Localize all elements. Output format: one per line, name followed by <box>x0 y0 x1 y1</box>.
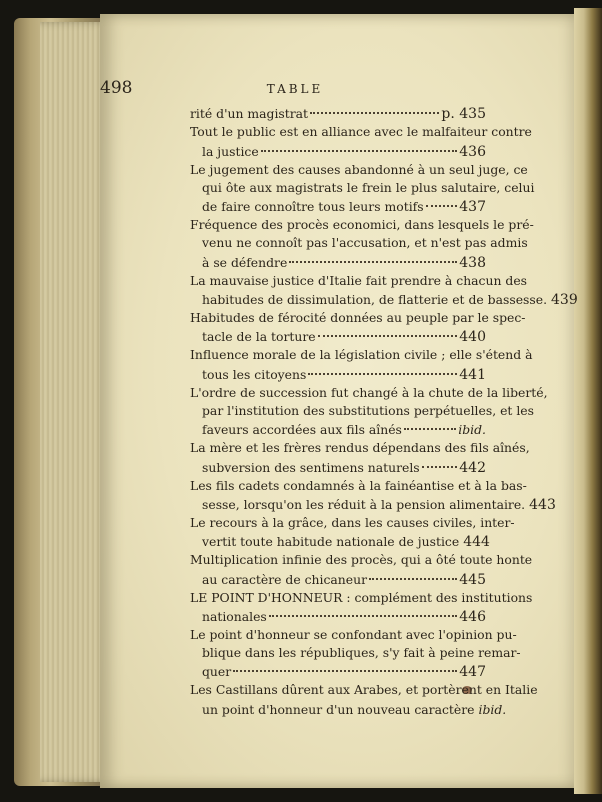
toc-entry-text: de faire connoître tous leurs motifs <box>202 199 424 215</box>
toc-entry-line <box>190 216 534 234</box>
toc-entry-text: Multiplication infinie des procès, qui a ôté toute honte <box>190 552 533 568</box>
dot-leader <box>318 323 458 337</box>
toc-entry-text: Les fils cadets condamnés à la fainéantise et à la bas- <box>190 477 527 493</box>
dot-leader <box>310 100 439 114</box>
toc-entry-text: Fréquence des procès economici, dans lesquels le pré- <box>190 217 534 233</box>
toc-entry-text: Le jugement des causes abandonné à un seul juge, ce <box>190 161 528 177</box>
toc-entry-line <box>190 420 486 439</box>
toc-entry-line <box>190 364 486 383</box>
page-reference: 445 <box>459 571 486 588</box>
toc-entry <box>190 439 530 476</box>
toc-entry-text: faveurs accordées aux fils aînés <box>202 422 402 438</box>
toc-entry-text: par l'institution des substitutions perpétuelles, et les <box>202 402 534 418</box>
toc-entry-line <box>190 495 556 514</box>
toc-entry-text: rité d'un magistrat <box>190 106 309 122</box>
dot-leader <box>289 248 457 262</box>
toc-entry-text: Le point d'honneur se confondant avec l'opinion pu- <box>190 627 517 643</box>
toc-entry-text: qui ôte aux magistrats le frein le plus salutaire, celui <box>202 179 535 195</box>
toc-entry-text: nationales <box>202 609 267 625</box>
toc-entry-line <box>190 532 490 551</box>
toc-entry-text: un point d'honneur d'un nouveau caractère <box>202 701 475 717</box>
toc-entry <box>190 626 521 681</box>
page-reference: 444 <box>463 534 490 551</box>
toc-entry-text: sesse, lorsqu'on les réduit à la pension alimentaire. <box>202 496 526 512</box>
page-reference: 447 <box>459 664 486 681</box>
toc-entry-text: Le recours à la grâce, dans les causes civiles, inter- <box>190 514 515 530</box>
page-reference: 446 <box>459 609 486 626</box>
toc-entry-line <box>190 197 486 216</box>
dot-leader <box>308 360 457 374</box>
toc-entry <box>190 272 578 309</box>
toc-entry-line <box>190 569 486 588</box>
toc-entry-line <box>190 626 517 644</box>
toc-entry-line <box>190 477 527 495</box>
toc-entry <box>190 551 533 588</box>
toc-entry-line <box>190 607 486 626</box>
toc-entry-line <box>190 457 486 476</box>
toc-entry-line <box>190 161 528 179</box>
toc-entry-text: L'ordre de succession fut changé à la chute de la liberté, <box>190 384 548 400</box>
dot-leader <box>369 565 457 579</box>
toc-entry <box>190 161 535 216</box>
toc-entry-text: tous les citoyens <box>202 366 307 382</box>
toc-entry-line <box>190 681 538 699</box>
section-title: TABLE <box>266 82 324 96</box>
facing-page-edge <box>574 8 602 794</box>
toc-entry-text: Habitudes de férocité données au peuple par le spec- <box>190 309 526 325</box>
toc-entry <box>190 477 556 514</box>
table-of-contents <box>190 104 578 719</box>
page-reference: 436 <box>459 143 486 160</box>
page-number: 498 <box>100 78 133 98</box>
toc-entry <box>190 589 533 626</box>
toc-entry-text: Influence morale de la législation civile ; elle s'étend à <box>190 347 533 363</box>
toc-entry-text: venu ne connoît pas l'accusation, et n'est pas admis <box>202 235 528 251</box>
page-reference: 442 <box>459 459 486 476</box>
dot-leader <box>233 658 457 672</box>
toc-entry-text: LE POINT D'HONNEUR : complément des institutions <box>190 589 533 605</box>
toc-entry-text: subversion des sentimens naturels <box>202 459 420 475</box>
toc-entry-line <box>190 104 486 123</box>
page-reference: 437 <box>459 199 486 216</box>
toc-entry-text: vertit toute habitude nationale de justice <box>202 534 460 550</box>
toc-entry-text: tacle de la torture <box>202 329 316 345</box>
toc-entry-line <box>190 290 578 309</box>
toc-entry-text: Les Castillans dûrent aux Arabes, et portèrent en Italie <box>190 682 538 698</box>
toc-entry-line <box>190 384 548 402</box>
toc-entry-text: quer <box>202 664 232 680</box>
toc-entry <box>190 123 532 160</box>
page-reference: 443 <box>529 496 556 513</box>
toc-entry-line <box>190 662 486 681</box>
page-reference: p. 435 <box>441 106 486 123</box>
toc-entry-line <box>190 699 507 718</box>
dot-leader <box>261 137 458 151</box>
page-reference: 440 <box>459 329 486 346</box>
toc-entry <box>190 216 534 271</box>
toc-entry <box>190 384 548 439</box>
toc-entry-text: Tout le public est en alliance avec le malfaiteur contre <box>190 124 532 140</box>
page-reference: ibid. <box>478 701 507 717</box>
toc-entry-line <box>190 327 486 346</box>
toc-entry <box>190 309 526 346</box>
page-reference: 439 <box>551 291 578 308</box>
toc-entry-line <box>190 514 515 532</box>
toc-entry <box>190 104 486 123</box>
dot-leader <box>404 416 456 430</box>
toc-entry <box>190 346 533 383</box>
dot-leader <box>269 603 457 617</box>
toc-entry <box>190 681 538 718</box>
toc-entry-text: habitudes de dissimulation, de flatterie et de bassesse. <box>202 291 548 307</box>
toc-entry-line <box>190 272 528 290</box>
page-reference: 441 <box>459 366 486 383</box>
toc-entry-text: La mauvaise justice d'Italie fait prendre à chacun des <box>190 272 528 288</box>
toc-entry-text: à se défendre <box>202 254 288 270</box>
toc-entry-text: au caractère de chicaneur <box>202 571 368 587</box>
running-header <box>100 78 490 98</box>
page-reference: ibid. <box>458 422 486 438</box>
page-reference: 438 <box>459 254 486 271</box>
dot-leader <box>422 453 458 467</box>
dot-leader <box>426 193 458 207</box>
toc-entry-text: La mère et les frères rendus dépendans des fils aînés, <box>190 440 530 456</box>
toc-entry-line <box>190 252 486 271</box>
toc-entry-text: blique dans les républiques, s'y fait à peine remar- <box>202 645 521 661</box>
toc-entry <box>190 514 515 551</box>
toc-entry-line <box>190 141 486 160</box>
toc-entry-text: la justice <box>202 143 259 159</box>
